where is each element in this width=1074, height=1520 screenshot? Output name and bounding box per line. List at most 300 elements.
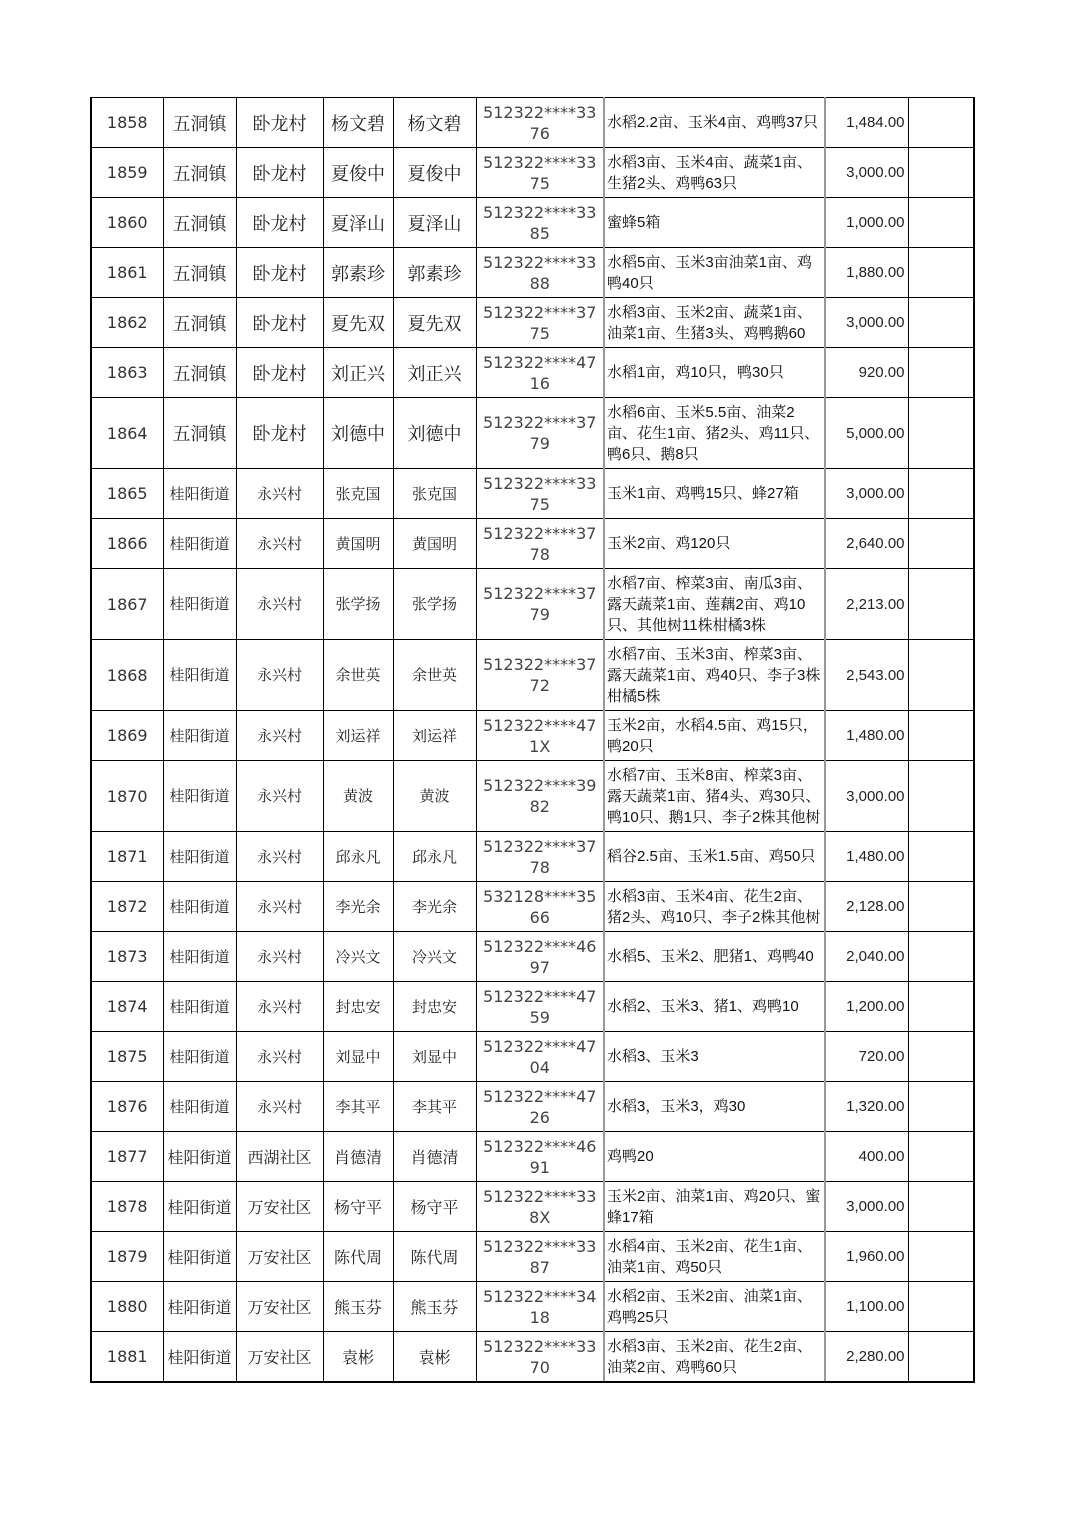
town-cell — [163, 248, 236, 298]
blank-cell — [908, 1032, 974, 1082]
id-number-cell — [476, 882, 604, 932]
amount-cell — [825, 519, 908, 569]
amount-cell — [825, 1032, 908, 1082]
amount-text: 1,480.00 — [846, 848, 905, 865]
town-cell — [163, 469, 236, 519]
subsidy-table — [90, 97, 975, 1383]
description-cell — [604, 519, 825, 569]
town-text: 桂阳街道 — [169, 595, 230, 613]
village-text: 卧龙村 — [252, 424, 307, 445]
id-number-text: 512322****3370 — [483, 1336, 597, 1377]
row-number-cell — [91, 932, 163, 982]
town-cell — [163, 98, 236, 148]
agent-name-cell — [393, 198, 476, 248]
description-text: 水稻4亩、玉米2亩、花生1亩、油菜1亩、鸡50只 — [607, 1237, 813, 1276]
village-text: 万安社区 — [247, 1348, 312, 1367]
description-text: 水稻6亩、玉米5.5亩、油菜2亩、花生1亩、猪2头、鸡11只、鸭6只、鹅8只 — [607, 403, 820, 463]
name-cell — [323, 711, 393, 761]
description-cell — [604, 1082, 825, 1132]
agent-name-cell — [393, 711, 476, 761]
town-text: 桂阳街道 — [169, 534, 230, 553]
village-text: 永兴村 — [256, 534, 302, 553]
town-text: 桂阳街道 — [169, 484, 230, 503]
id-number-text: 512322****4759 — [483, 986, 597, 1027]
agent-name-cell — [393, 298, 476, 348]
village-text: 卧龙村 — [252, 363, 307, 385]
blank-cell — [908, 198, 974, 248]
village-cell — [236, 348, 323, 398]
row-number-text: 1867 — [106, 594, 148, 614]
village-text: 永兴村 — [256, 484, 302, 503]
id-number-text: 512322****3388 — [483, 252, 597, 293]
agent-name-cell — [393, 1282, 476, 1332]
id-number-cell — [476, 932, 604, 982]
table-row — [91, 519, 974, 569]
village-text: 永兴村 — [256, 897, 302, 916]
village-text: 卧龙村 — [252, 263, 307, 285]
name-text: 刘运祥 — [335, 726, 381, 745]
agent-name-cell — [393, 832, 476, 882]
id-number-cell — [476, 1132, 604, 1182]
name-text: 熊玉芬 — [333, 1298, 382, 1317]
id-number-text: 512322****338X — [483, 1186, 597, 1227]
amount-cell — [825, 640, 908, 711]
id-number-cell — [476, 519, 604, 569]
amount-text: 1,480.00 — [846, 727, 905, 744]
village-text: 永兴村 — [256, 666, 302, 684]
name-cell — [323, 640, 393, 711]
village-cell — [236, 640, 323, 711]
id-number-cell — [476, 832, 604, 882]
amount-cell — [825, 1182, 908, 1232]
name-text: 余世英 — [335, 666, 381, 684]
amount-text: 3,000.00 — [846, 1198, 905, 1215]
village-cell — [236, 398, 323, 469]
table-row — [91, 469, 974, 519]
amount-cell — [825, 469, 908, 519]
row-number-cell — [91, 348, 163, 398]
name-text: 刘显中 — [335, 1047, 381, 1066]
row-number-text: 1877 — [106, 1147, 148, 1166]
table-row — [91, 1032, 974, 1082]
row-number-cell — [91, 882, 163, 932]
description-cell — [604, 469, 825, 519]
agent-name-cell — [393, 932, 476, 982]
amount-text: 2,640.00 — [846, 535, 905, 552]
table-row — [91, 932, 974, 982]
amount-text: 2,543.00 — [846, 666, 905, 684]
village-cell — [236, 1132, 323, 1182]
village-cell — [236, 1232, 323, 1282]
name-text: 夏泽山 — [331, 213, 385, 235]
agent-name-text: 杨文碧 — [407, 113, 462, 135]
amount-text: 2,128.00 — [846, 898, 905, 915]
table-row — [91, 569, 974, 640]
village-text: 永兴村 — [256, 726, 302, 745]
row-number-cell — [91, 198, 163, 248]
row-number-cell — [91, 469, 163, 519]
description-text: 水稻7亩、玉米8亩、榨菜3亩、露天蔬菜1亩、猪4头、鸡30只、鸭10只、鹅1只、李子2株其他树 — [607, 766, 821, 826]
id-number-text: 512322****3778 — [483, 523, 597, 564]
village-text: 永兴村 — [256, 847, 302, 866]
row-number-cell — [91, 519, 163, 569]
town-cell — [163, 569, 236, 640]
town-cell — [163, 1332, 236, 1383]
agent-name-cell — [393, 1232, 476, 1282]
town-text: 桂阳街道 — [167, 1348, 232, 1367]
name-text: 刘德中 — [331, 424, 385, 445]
amount-text: 1,200.00 — [846, 998, 905, 1015]
description-cell — [604, 1282, 825, 1332]
village-text: 永兴村 — [256, 997, 302, 1016]
row-number-text: 1881 — [106, 1347, 148, 1366]
town-cell — [163, 1082, 236, 1132]
village-cell — [236, 882, 323, 932]
description-text: 水稻3，玉米3，鸡30 — [607, 1098, 746, 1115]
village-text: 万安社区 — [247, 1248, 312, 1267]
row-number-text: 1880 — [106, 1297, 148, 1316]
subsidy-table-page — [90, 97, 973, 1383]
agent-name-text: 李其平 — [411, 1097, 457, 1116]
row-number-cell — [91, 298, 163, 348]
town-cell — [163, 761, 236, 832]
name-cell — [323, 298, 393, 348]
amount-text: 1,880.00 — [846, 264, 905, 281]
amount-text: 400.00 — [858, 1148, 905, 1165]
blank-cell — [908, 932, 974, 982]
amount-cell — [825, 148, 908, 198]
table-row — [91, 1082, 974, 1132]
id-number-text: 512322****3982 — [483, 776, 597, 816]
row-number-cell — [91, 1082, 163, 1132]
agent-name-cell — [393, 1082, 476, 1132]
town-text: 桂阳街道 — [169, 726, 230, 745]
village-cell — [236, 298, 323, 348]
row-number-text: 1879 — [106, 1247, 148, 1266]
village-cell — [236, 569, 323, 640]
id-number-cell — [476, 982, 604, 1032]
amount-cell — [825, 348, 908, 398]
village-text: 永兴村 — [256, 787, 302, 805]
blank-cell — [908, 1332, 974, 1383]
table-row — [91, 711, 974, 761]
agent-name-text: 陈代周 — [410, 1248, 459, 1267]
description-text: 玉米2亩、油菜1亩、鸡20只、蜜蜂17箱 — [607, 1187, 821, 1226]
amount-cell — [825, 761, 908, 832]
row-number-text: 1865 — [106, 484, 148, 503]
blank-cell — [908, 761, 974, 832]
description-text: 水稻3、玉米3 — [607, 1048, 699, 1065]
id-number-text: 512322****4697 — [483, 936, 597, 977]
town-text: 五洞镇 — [172, 424, 227, 445]
amount-cell — [825, 1232, 908, 1282]
row-number-cell — [91, 398, 163, 469]
blank-cell — [908, 298, 974, 348]
town-text: 桂阳街道 — [169, 947, 230, 966]
name-text: 李其平 — [335, 1097, 381, 1116]
blank-cell — [908, 148, 974, 198]
table-row — [91, 348, 974, 398]
amount-text: 3,000.00 — [846, 787, 905, 805]
description-text: 稻谷2.5亩、玉米1.5亩、鸡50只 — [607, 848, 816, 865]
village-cell — [236, 148, 323, 198]
amount-cell — [825, 298, 908, 348]
agent-name-text: 刘正兴 — [407, 363, 462, 385]
amount-cell — [825, 569, 908, 640]
id-number-text: 512322****4716 — [483, 352, 597, 393]
agent-name-cell — [393, 148, 476, 198]
name-cell — [323, 1282, 393, 1332]
agent-name-cell — [393, 882, 476, 932]
town-cell — [163, 148, 236, 198]
town-cell — [163, 882, 236, 932]
agent-name-cell — [393, 98, 476, 148]
agent-name-text: 冷兴文 — [411, 947, 457, 966]
name-cell — [323, 1132, 393, 1182]
name-cell — [323, 469, 393, 519]
name-text: 张学扬 — [335, 595, 381, 613]
town-text: 桂阳街道 — [169, 1097, 230, 1116]
id-number-cell — [476, 1082, 604, 1132]
town-text: 桂阳街道 — [167, 1198, 232, 1217]
town-cell — [163, 1232, 236, 1282]
description-text: 水稻2亩、玉米2亩、油菜1亩、鸡鸭25只 — [607, 1287, 813, 1326]
village-text: 卧龙村 — [252, 113, 307, 135]
agent-name-text: 袁彬 — [418, 1348, 451, 1367]
description-cell — [604, 348, 825, 398]
row-number-cell — [91, 1282, 163, 1332]
table-row — [91, 98, 974, 148]
village-cell — [236, 1182, 323, 1232]
town-text: 桂阳街道 — [169, 1047, 230, 1066]
table-row — [91, 832, 974, 882]
village-cell — [236, 1032, 323, 1082]
town-text: 桂阳街道 — [169, 787, 230, 805]
id-number-text: 512322****3376 — [483, 102, 597, 143]
id-number-cell — [476, 1232, 604, 1282]
id-number-text: 512322****3779 — [483, 413, 597, 453]
name-text: 杨守平 — [333, 1198, 382, 1217]
row-number-text: 1876 — [106, 1097, 148, 1116]
name-cell — [323, 1182, 393, 1232]
blank-cell — [908, 711, 974, 761]
row-number-text: 1874 — [106, 997, 148, 1016]
agent-name-text: 刘显中 — [411, 1047, 457, 1066]
town-cell — [163, 198, 236, 248]
row-number-text: 1858 — [106, 113, 148, 132]
town-text: 桂阳街道 — [167, 1148, 232, 1167]
description-cell — [604, 882, 825, 932]
amount-cell — [825, 198, 908, 248]
agent-name-cell — [393, 1182, 476, 1232]
agent-name-text: 夏先双 — [407, 313, 462, 335]
agent-name-text: 肖德清 — [410, 1148, 459, 1167]
agent-name-text: 夏俊中 — [407, 163, 462, 185]
description-cell — [604, 148, 825, 198]
name-cell — [323, 1032, 393, 1082]
table-row — [91, 640, 974, 711]
blank-cell — [908, 882, 974, 932]
agent-name-text: 封忠安 — [411, 997, 457, 1016]
agent-name-text: 黄波 — [419, 787, 450, 805]
description-cell — [604, 298, 825, 348]
name-text: 袁彬 — [341, 1348, 374, 1367]
town-cell — [163, 348, 236, 398]
table-row — [91, 1182, 974, 1232]
amount-text: 1,320.00 — [846, 1098, 905, 1115]
amount-text: 2,280.00 — [846, 1348, 905, 1365]
town-text: 五洞镇 — [172, 263, 227, 285]
description-text: 玉米2亩，水稻4.5亩、鸡15只，鸭20只 — [607, 716, 818, 755]
blank-cell — [908, 98, 974, 148]
description-cell — [604, 569, 825, 640]
table-row — [91, 982, 974, 1032]
id-number-text: 512322****3772 — [483, 655, 597, 695]
id-number-cell — [476, 1032, 604, 1082]
description-cell — [604, 398, 825, 469]
blank-cell — [908, 982, 974, 1032]
town-cell — [163, 832, 236, 882]
id-number-cell — [476, 761, 604, 832]
id-number-text: 512322****3778 — [483, 836, 597, 877]
row-number-cell — [91, 832, 163, 882]
id-number-text: 512322****3387 — [483, 1236, 597, 1277]
blank-cell — [908, 398, 974, 469]
amount-text: 720.00 — [858, 1048, 905, 1065]
description-text: 水稻3亩、玉米4亩、花生2亩、猪2头、鸡10只、李子2株其他树 — [607, 887, 821, 926]
id-number-text: 512322****4704 — [483, 1036, 597, 1077]
description-cell — [604, 932, 825, 982]
row-number-cell — [91, 148, 163, 198]
village-cell — [236, 248, 323, 298]
id-number-cell — [476, 348, 604, 398]
blank-cell — [908, 1282, 974, 1332]
id-number-cell — [476, 198, 604, 248]
description-text: 鸡鸭20 — [607, 1148, 654, 1165]
name-text: 黄波 — [342, 787, 373, 805]
table-row — [91, 198, 974, 248]
id-number-text: 512322****4726 — [483, 1086, 597, 1127]
village-text: 卧龙村 — [252, 163, 307, 185]
amount-cell — [825, 398, 908, 469]
agent-name-text: 熊玉芬 — [410, 1298, 459, 1317]
town-text: 五洞镇 — [172, 363, 227, 385]
row-number-text: 1866 — [106, 534, 148, 553]
id-number-text: 512322****3779 — [483, 584, 597, 624]
village-cell — [236, 832, 323, 882]
table-row — [91, 882, 974, 932]
name-cell — [323, 98, 393, 148]
id-number-text: 532128****3566 — [483, 886, 597, 927]
name-cell — [323, 398, 393, 469]
name-text: 李光余 — [335, 897, 381, 916]
table-row — [91, 398, 974, 469]
name-cell — [323, 982, 393, 1032]
agent-name-cell — [393, 640, 476, 711]
agent-name-cell — [393, 1332, 476, 1383]
row-number-text: 1863 — [106, 363, 148, 382]
id-number-cell — [476, 248, 604, 298]
name-text: 夏俊中 — [331, 163, 385, 185]
description-cell — [604, 1132, 825, 1182]
row-number-text: 1862 — [106, 313, 148, 332]
town-cell — [163, 932, 236, 982]
amount-cell — [825, 882, 908, 932]
table-row — [91, 1132, 974, 1182]
town-cell — [163, 298, 236, 348]
id-number-cell — [476, 711, 604, 761]
description-text: 水稻2、玉米3、猪1、鸡鸭10 — [607, 998, 799, 1015]
description-cell — [604, 832, 825, 882]
description-text: 水稻7亩、玉米3亩、榨菜3亩、露天蔬菜1亩、鸡40只、李子3株柑橘5株 — [607, 645, 821, 705]
row-number-cell — [91, 711, 163, 761]
agent-name-text: 张学扬 — [411, 595, 457, 613]
name-text: 郭素珍 — [331, 263, 385, 285]
village-cell — [236, 982, 323, 1032]
name-cell — [323, 248, 393, 298]
name-text: 陈代周 — [333, 1248, 382, 1267]
agent-name-cell — [393, 569, 476, 640]
amount-text: 3,000.00 — [846, 164, 905, 181]
description-cell — [604, 1332, 825, 1383]
village-cell — [236, 98, 323, 148]
village-cell — [236, 761, 323, 832]
amount-cell — [825, 711, 908, 761]
id-number-cell — [476, 98, 604, 148]
agent-name-text: 杨守平 — [410, 1198, 459, 1217]
row-number-cell — [91, 982, 163, 1032]
id-number-cell — [476, 469, 604, 519]
id-number-cell — [476, 569, 604, 640]
amount-text: 1,100.00 — [846, 1298, 905, 1315]
amount-text: 3,000.00 — [846, 485, 905, 502]
amount-cell — [825, 98, 908, 148]
village-cell — [236, 1082, 323, 1132]
description-text: 水稻7亩、榨菜3亩、南瓜3亩、露天蔬菜1亩、莲藕2亩、鸡10只、其他树11株柑橘3株 — [607, 574, 813, 634]
id-number-cell — [476, 298, 604, 348]
description-text: 水稻5、玉米2、肥猪1、鸡鸭40 — [607, 948, 814, 965]
agent-name-text: 余世英 — [411, 666, 457, 684]
name-text: 刘正兴 — [331, 363, 385, 385]
name-text: 封忠安 — [335, 997, 381, 1016]
id-number-text: 512322****3418 — [483, 1286, 597, 1327]
agent-name-text: 李光余 — [411, 897, 457, 916]
description-cell — [604, 198, 825, 248]
name-cell — [323, 148, 393, 198]
description-text: 水稻3亩、玉米2亩、花生2亩、油菜2亩、鸡鸭60只 — [607, 1337, 813, 1376]
name-text: 肖德清 — [333, 1148, 382, 1167]
amount-text: 920.00 — [858, 364, 905, 381]
blank-cell — [908, 1132, 974, 1182]
table-row — [91, 148, 974, 198]
amount-cell — [825, 932, 908, 982]
row-number-cell — [91, 1132, 163, 1182]
town-text: 桂阳街道 — [169, 897, 230, 916]
village-cell — [236, 1332, 323, 1383]
town-cell — [163, 711, 236, 761]
amount-text: 5,000.00 — [846, 424, 905, 442]
row-number-cell — [91, 640, 163, 711]
agent-name-text: 邱永凡 — [411, 847, 457, 866]
village-text: 万安社区 — [247, 1198, 312, 1217]
description-cell — [604, 1032, 825, 1082]
blank-cell — [908, 348, 974, 398]
description-cell — [604, 761, 825, 832]
row-number-text: 1870 — [106, 786, 148, 806]
name-cell — [323, 882, 393, 932]
name-cell — [323, 1332, 393, 1383]
amount-cell — [825, 832, 908, 882]
